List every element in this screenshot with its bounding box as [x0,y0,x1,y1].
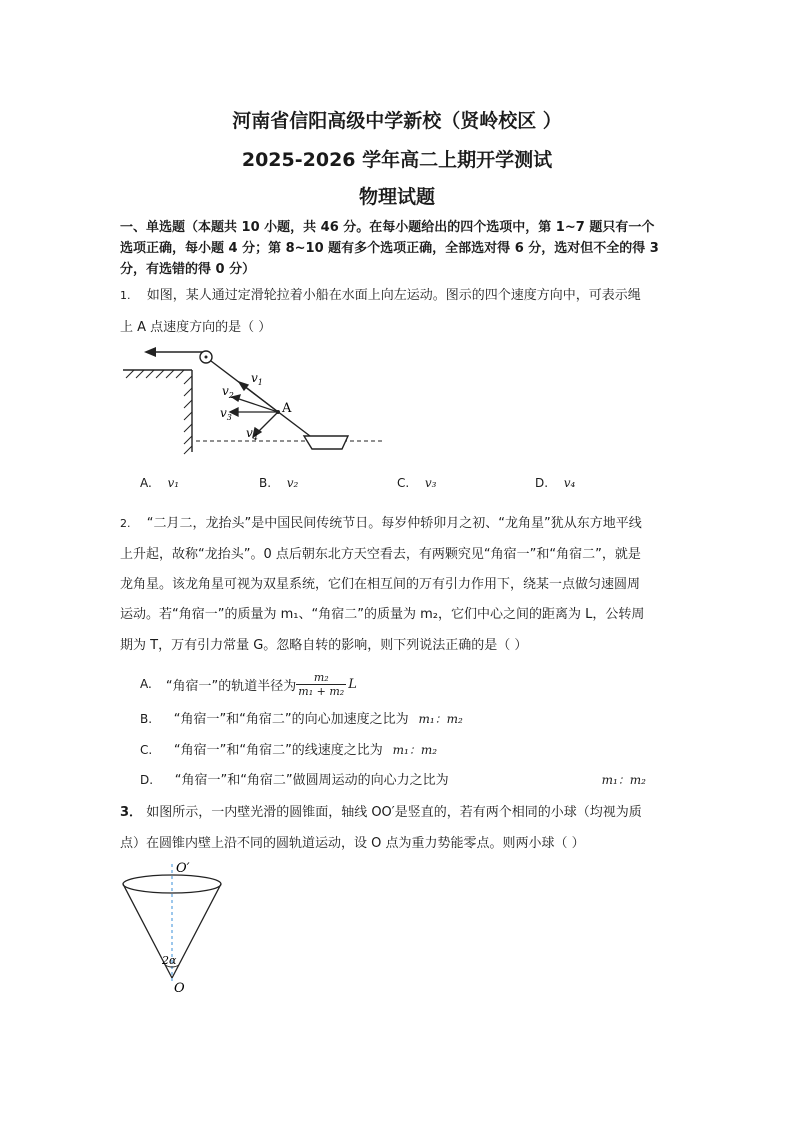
section-instruction-line-2: 选项正确，每小题 4 分；第 8~10 题有多个选项正确，全部选对得 6 分，选对但不全的得 3 [120,241,659,256]
q2-stem-line-1 [120,512,642,531]
school-title: 河南省信阳高级中学新校（贤岭校区 ） [232,110,562,132]
section-instruction-line-3: 分，有选错的得 0 分） [120,262,256,277]
option-letter: B. [259,476,272,490]
fraction-numerator: m₂ [296,671,346,685]
q2-option-c[interactable] [140,739,437,758]
radius-fraction [296,671,346,698]
point-a-label: A [282,401,292,416]
option-text: “角宿一”的轨道半径为 [165,678,297,694]
pull-arrow [144,347,156,357]
option-letter: D. [535,476,549,490]
option-letter: C. [140,743,153,757]
section-instruction-line-1: 一、单选题（本题共 10 小题，共 46 分。在每小题给出的四个选项中，第 1~7 题只有一个 [120,220,655,235]
option-tail: m₁：m₂ [601,773,646,787]
option-text: v₁ [167,476,180,490]
q3-stem-line-2: 点）在圆锥内壁上沿不同的圆轨道运动，设 O 点为重力势能零点。则两小球（ ） [120,836,585,851]
q2-stem-line-5: 期为 T，万有引力常量 G。忽略自转的影响，则下列说法正确的是（ ） [120,638,528,653]
q1-stem-line-2: 上 A 点速度方向的是（ ） [120,320,272,335]
option-text: “角宿一”和“角宿二”做圆周运动的向心力之比为 [174,773,449,788]
apex-label: O [174,981,185,996]
q2-option-b[interactable] [140,708,463,727]
q1-stem-line-1 [120,284,641,303]
option-text: v₄ [563,476,576,490]
exam-term-title: 2025-2026 学年高二上期开学测试 [241,149,553,171]
q2-text-1: “二月二，龙抬头”是中国民间传统节日。每岁仲轿卯月之初、“龙角星”犹从东方地平线 [146,516,642,531]
v2-label: $v_2$ [222,384,234,400]
q2-option-a[interactable] [140,666,357,702]
option-tail: L [348,676,357,692]
q2-option-d[interactable] [140,769,674,788]
v4-label: $v_4$ [246,426,258,442]
v1-arrow [243,385,278,412]
q1-text-1: 如图，某人通过定滑轮拉着小船在水面上向左运动。图示的四个速度方向中，可表示绳 [146,288,641,303]
v1-label: $v_1$ [251,371,263,387]
cone-figure [118,858,228,998]
v2-arrow [236,398,278,412]
fraction-denominator: m₁ + m₂ [298,684,345,698]
cone-right-edge [172,884,221,978]
subject-title: 物理试题 [358,186,435,208]
option-letter: C. [397,476,410,490]
option-text: “角宿一”和“角宿二”的向心加速度之比为 [173,712,409,727]
option-text: “角宿一”和“角宿二”的线速度之比为 [173,743,383,758]
q3-text-1: 如图所示，一内壁光滑的圆锥面，轴线 OO′是竖直的，若有两个相同的小球（均视为质 [146,805,642,820]
q1-option-a[interactable] [140,476,179,490]
angle-label: 2α [162,954,177,967]
option-text: v₃ [424,476,437,490]
q1-option-b[interactable] [259,476,298,490]
q2-number: 2. [120,517,131,530]
q2-stem-line-3: 龙角星。该龙角星可视为双星系统，它们在相互间的万有引力作用下，绕某一点做匀速圆周 [120,577,641,592]
q3-stem-line-1 [120,801,642,820]
q1-option-d[interactable] [535,476,575,490]
q2-stem-line-2: 上升起，故称“龙抬头”。0 点后朝东北方天空看去，有两颗究见“角宿一”和“角宿二”，就是 [120,547,641,562]
option-text: v₂ [286,476,299,490]
v3-label: $v_3$ [220,406,232,422]
option-letter: B. [140,712,153,726]
q1-option-c[interactable] [397,476,436,490]
q2-stem-line-4: 运动。若“角宿一”的质量为 m₁、“角宿二”的质量为 m₂，它们中心之间的距离为 L，公转周 [120,607,645,622]
option-letter: D. [140,773,154,787]
q1-number: 1. [120,289,131,302]
top-axis-label: O′ [176,861,190,876]
option-letter: A. [140,677,152,691]
option-tail: m₁：m₂ [418,712,463,726]
pulley-boat-figure [118,340,388,460]
q3-number: 3． [120,805,143,820]
boat [304,436,348,449]
option-letter: A. [140,476,152,490]
option-tail: m₁：m₂ [392,743,438,757]
